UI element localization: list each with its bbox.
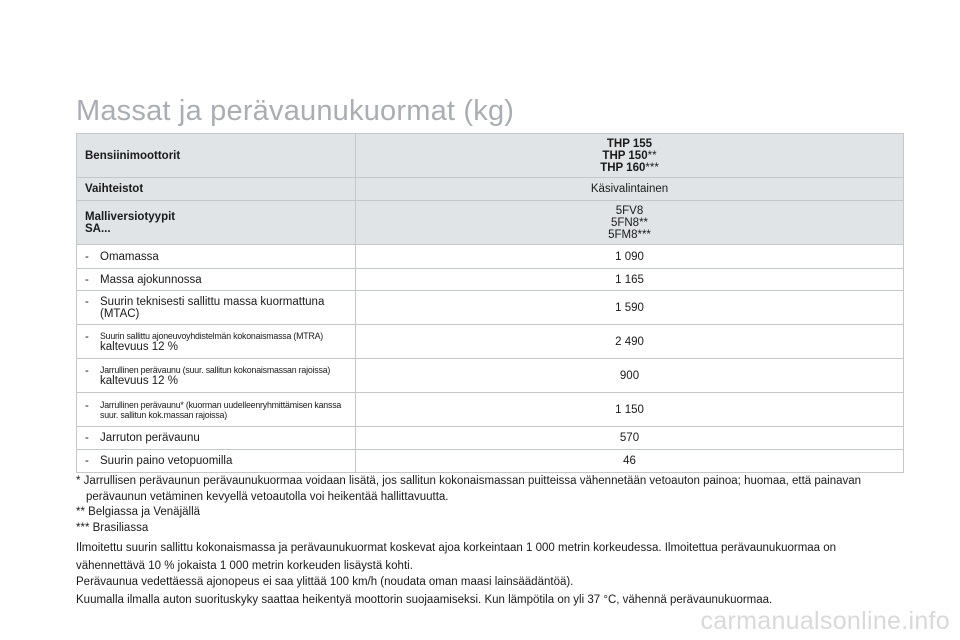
engine-1: THP 155 xyxy=(606,137,653,150)
row-label xyxy=(77,245,356,269)
row-value: 46 xyxy=(356,450,904,473)
row-dash: - xyxy=(85,399,89,412)
watermark: carmanualsonline.info xyxy=(700,607,950,635)
engine-row xyxy=(77,134,904,178)
row-label-small: Jarrullinen perävaunu (suur. sallitun kokonaismassan rajoissa) xyxy=(100,364,331,375)
row-value: 1 165 xyxy=(356,269,904,291)
versions-label-line-2: SA... xyxy=(85,222,111,235)
engine-3-name: THP 160 xyxy=(600,161,646,174)
gearbox-label: Vaihteistot xyxy=(77,178,356,201)
footnote-star-1: * Jarrullisen perävaunun perävaunukuormaa voidaan lisätä, jos sallitun kokonaismassan puitteissa vähennetään vetoauton painoa; huomaa, että painavan perävaunun vetäminen kevyellä vetoautolla voi heikentää hallittavuutta. xyxy=(76,475,862,503)
row-label xyxy=(77,427,356,450)
version-2: 5FN8** xyxy=(610,216,649,229)
table-row xyxy=(77,325,904,359)
row-label-text: Jarruton perävaunu xyxy=(100,432,200,444)
row-value: 1 150 xyxy=(356,393,904,427)
row-dash: - xyxy=(85,273,89,286)
row-label-small: Jarrullinen perävaunu* (kuorman uudelleenryhmittämisen kanssa suur. sallitun kok.massan rajoissa) xyxy=(100,399,342,420)
version-1: 5FV8 xyxy=(615,204,644,217)
table-row xyxy=(77,359,904,393)
gearbox-value: Käsivalintainen xyxy=(356,178,904,201)
engine-2 xyxy=(364,150,895,162)
row-dash: - xyxy=(85,364,89,377)
row-value: 900 xyxy=(356,359,904,393)
version-3: 5FM8*** xyxy=(608,228,651,241)
engine-2-name: THP 150 xyxy=(602,149,648,162)
row-value: 1 590 xyxy=(356,291,904,325)
row-label xyxy=(77,291,356,325)
row-value: 570 xyxy=(356,427,904,450)
table-row xyxy=(77,450,904,473)
note-speed: Perävaunua vedettäessä ajonopeus ei saa ylittää 100 km/h (noudata oman maasi lainsäädäntöä). xyxy=(76,576,574,588)
footnotes xyxy=(76,474,906,608)
row-dash: - xyxy=(85,455,89,467)
row-label xyxy=(77,269,356,291)
row-label-text: kaltevuus 12 % xyxy=(100,340,178,353)
row-value: 2 490 xyxy=(356,325,904,359)
table-row xyxy=(77,245,904,269)
row-label-text: Suurin paino vetopuomilla xyxy=(100,455,233,467)
table-row xyxy=(77,291,904,325)
row-dash: - xyxy=(85,330,89,343)
table-row xyxy=(77,427,904,450)
engine-2-mark: ** xyxy=(647,149,657,162)
row-label xyxy=(77,393,356,427)
weights-table xyxy=(76,133,904,473)
engine-3-mark: *** xyxy=(645,161,659,174)
gearbox-row xyxy=(77,178,904,201)
footnote-star-2: ** Belgiassa ja Venäjällä xyxy=(76,506,201,518)
footnote-star-3: *** Brasiliassa xyxy=(76,521,149,534)
engine-3 xyxy=(364,162,895,174)
row-value: 1 090 xyxy=(356,245,904,269)
versions-row xyxy=(77,201,904,245)
row-dash: - xyxy=(85,295,89,308)
versions-label-line-1: Malliversiotyypit xyxy=(85,210,176,223)
row-label-text: Omamassa xyxy=(100,250,159,263)
row-label-small: Suurin sallittu ajoneuvoyhdistelmän kokonaismassa (MTRA) xyxy=(100,330,323,341)
row-dash: - xyxy=(85,432,89,444)
row-dash: - xyxy=(85,250,89,263)
row-label xyxy=(77,325,356,359)
row-label xyxy=(77,359,356,393)
row-label xyxy=(77,450,356,473)
table-row xyxy=(77,393,904,427)
page-title: Massat ja perävaunukuormat (kg) xyxy=(76,95,515,127)
note-temperature: Kuumalla ilmalla auton suorituskyky saattaa heikentyä moottorin suojaamiseksi. Kun lämpötila on yli 37 °C, vähennä perävaunukuormaa. xyxy=(76,593,773,606)
engine-label: Bensiinimoottorit xyxy=(77,134,356,178)
versions-values xyxy=(356,201,904,245)
engine-values xyxy=(356,134,904,178)
row-label-text: Suurin teknisesti sallittu massa kuormattuna (MTAC) xyxy=(100,295,325,320)
row-label-text: Massa ajokunnossa xyxy=(100,273,202,286)
versions-label xyxy=(77,201,356,245)
note-altitude: Ilmoitettu suurin sallittu kokonaismassa ja perävaunukuormat koskevat ajoa korkeintaan 1 000 metrin korkeudessa. Ilmoitettua perävaunukuormaa on vähennettävä 10 % jokaista 1 000 metrin korkeuden lisäystä kohti. xyxy=(76,542,837,572)
row-label-text: kaltevuus 12 % xyxy=(100,374,178,387)
table-row xyxy=(77,269,904,291)
